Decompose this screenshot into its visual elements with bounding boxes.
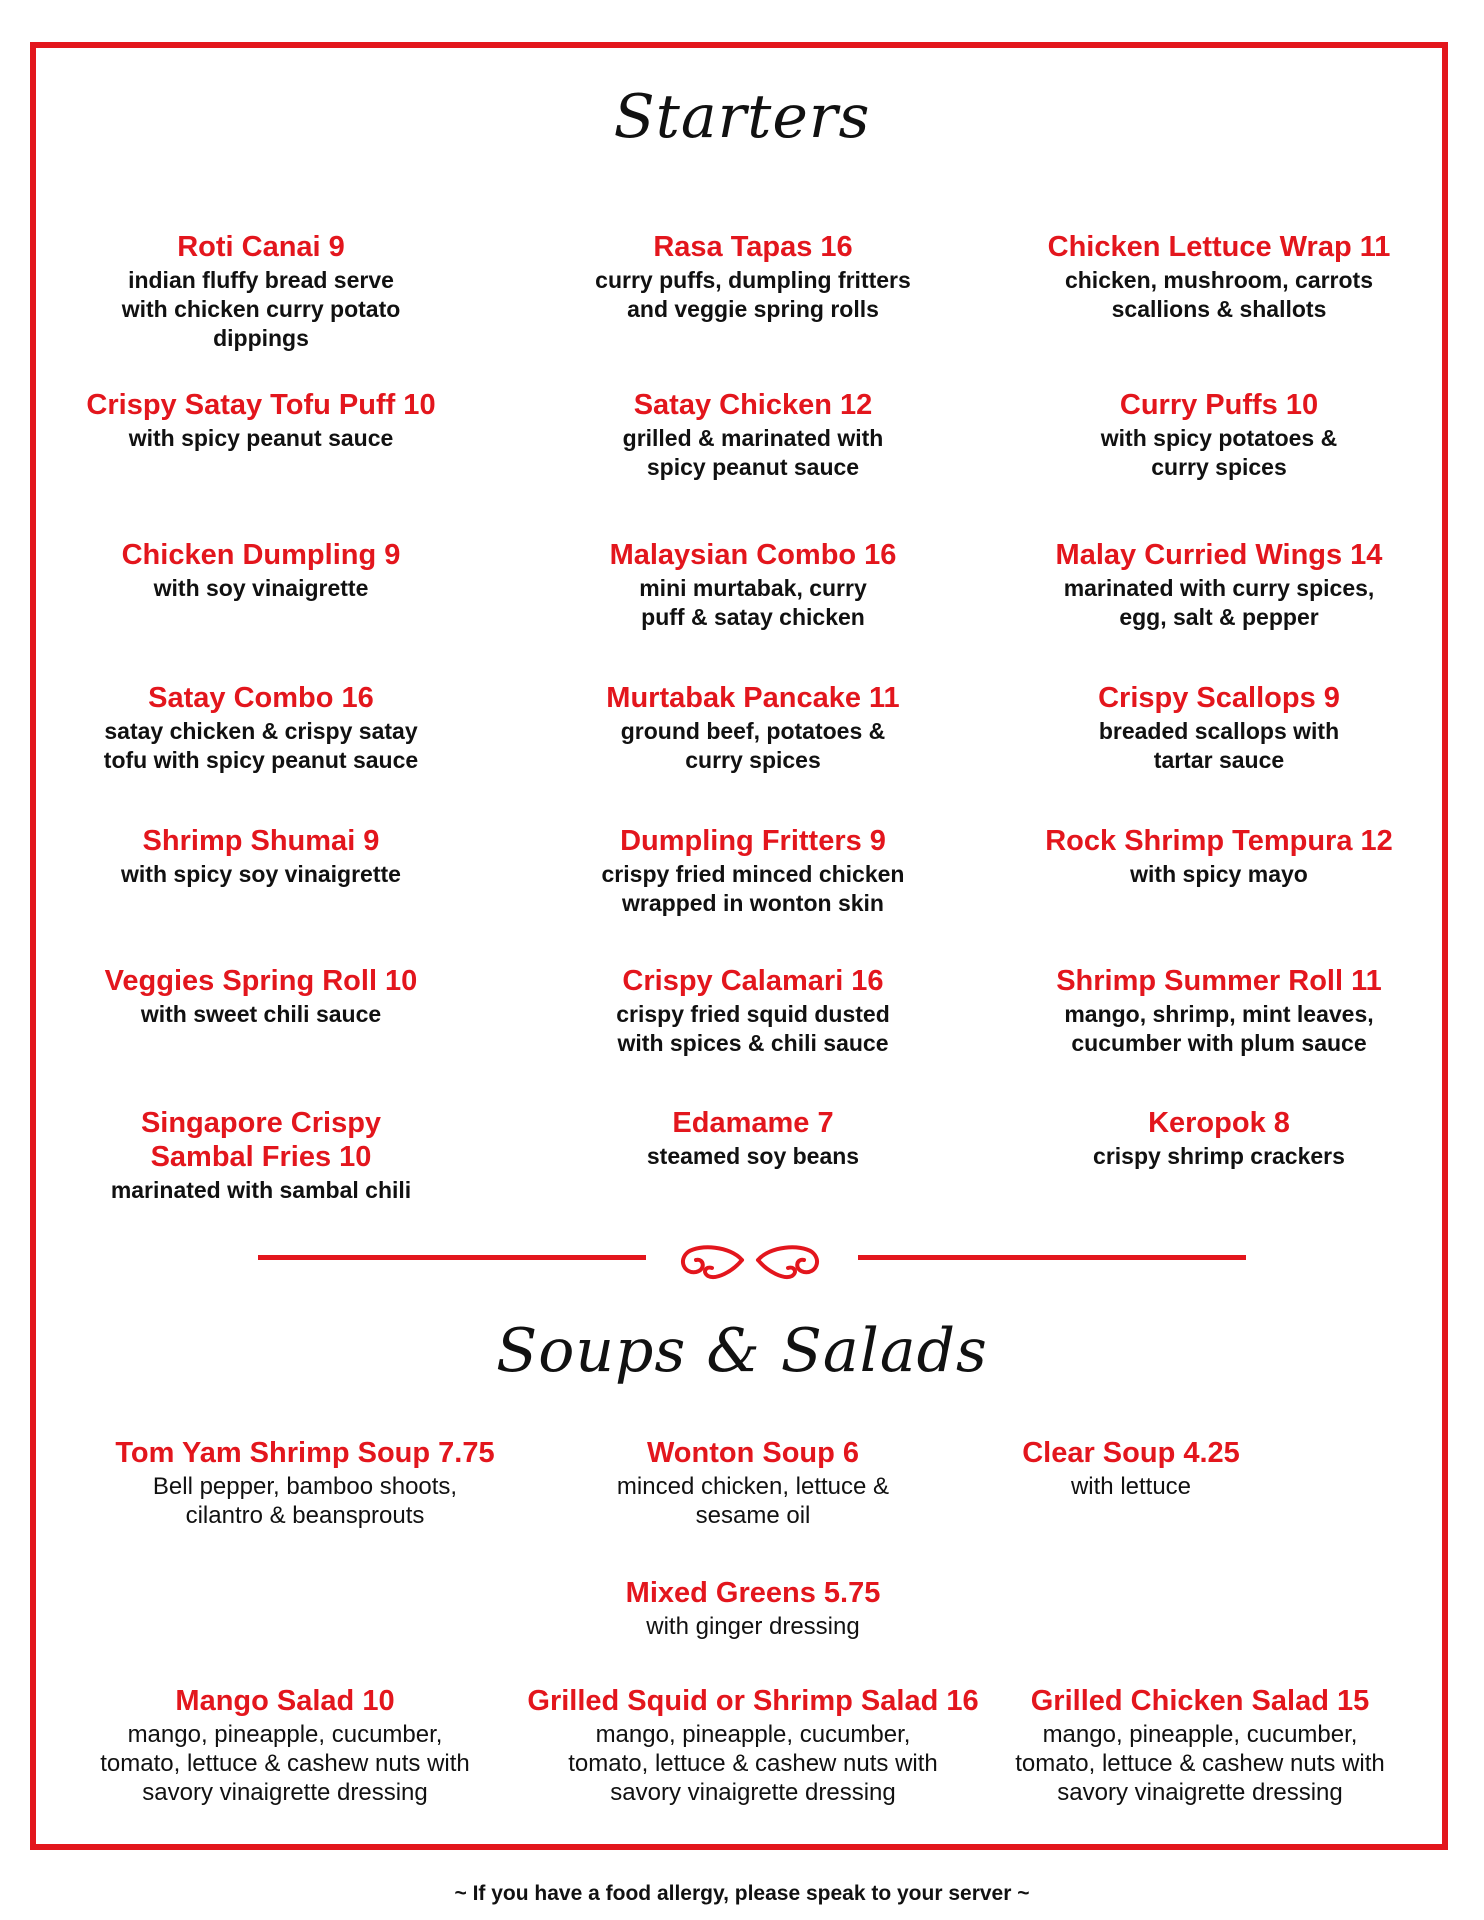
item-name: Murtabak Pancake 11: [606, 682, 900, 714]
menu-item: [518, 230, 988, 324]
item-desc: mango, shrimp, mint leaves, cucumber with plum sauce: [1064, 1001, 1374, 1056]
item-name: Chicken Lettuce Wrap 11: [1047, 231, 1391, 263]
item-desc: chicken, mushroom, carrots scallions & shallots: [1064, 267, 1374, 322]
item-desc: minced chicken, lettuce & sesame oil: [616, 1473, 890, 1529]
item-desc: with soy vinaigrette: [153, 575, 369, 601]
item-name: Keropok 8: [1148, 1107, 1290, 1139]
menu-item: [50, 1684, 520, 1807]
item-desc: with spicy mayo: [1130, 861, 1308, 887]
menu-item: [26, 538, 496, 603]
item-desc: with spicy soy vinaigrette: [121, 861, 401, 887]
item-desc: crispy fried squid dusted with spices & chili sauce: [616, 1001, 890, 1056]
divider-line-left: [258, 1255, 646, 1260]
menu-item: [518, 1106, 988, 1171]
item-desc: with spicy peanut sauce: [128, 425, 394, 451]
item-name: Roti Canai 9: [177, 231, 345, 263]
item-name: Rasa Tapas 16: [653, 231, 853, 263]
item-name: Curry Puffs 10: [1119, 389, 1319, 421]
item-name: Mixed Greens 5.75: [625, 1577, 881, 1609]
item-desc: with spicy potatoes & curry spices: [1100, 425, 1338, 480]
menu-item: [518, 388, 988, 482]
item-name: Satay Chicken 12: [633, 389, 873, 421]
item-desc: crispy fried minced chicken wrapped in wonton skin: [601, 861, 905, 916]
flourish-ornament-icon: [670, 1232, 830, 1292]
item-desc: mango, pineapple, cucumber, tomato, lettuce & cashew nuts with savory vinaigrette dressing: [568, 1721, 938, 1806]
item-desc: grilled & marinated with spicy peanut sauce: [622, 425, 884, 480]
starters-heading: Starters: [613, 82, 871, 152]
item-desc: crispy shrimp crackers: [1093, 1143, 1345, 1169]
item-desc: ground beef, potatoes & curry spices: [620, 718, 886, 773]
item-desc: marinated with sambal chili: [110, 1177, 412, 1203]
item-desc: breaded scallops with tartar sauce: [1098, 718, 1340, 773]
menu-item: [518, 681, 988, 775]
item-name: Veggies Spring Roll 10: [104, 965, 418, 997]
menu-item: [26, 824, 496, 889]
item-name: Crispy Satay Tofu Puff 10: [86, 389, 436, 421]
menu-item: [26, 388, 496, 453]
menu-item: [896, 1436, 1366, 1501]
item-desc: with sweet chili sauce: [140, 1001, 382, 1027]
item-desc: with lettuce: [1070, 1473, 1192, 1500]
item-name: Crispy Calamari 16: [622, 965, 884, 997]
menu-item: [984, 230, 1454, 324]
item-name: Shrimp Shumai 9: [142, 825, 380, 857]
menu-item: [70, 1436, 540, 1530]
menu-item: [965, 1684, 1435, 1807]
menu-item: [518, 1576, 988, 1641]
item-desc: with ginger dressing: [646, 1613, 860, 1640]
menu-item: [518, 964, 988, 1058]
menu-item: [518, 538, 988, 632]
item-name: Chicken Dumpling 9: [121, 539, 401, 571]
soups-salads-heading: Soups & Salads: [496, 1316, 988, 1386]
item-name: Clear Soup 4.25: [1022, 1437, 1240, 1469]
item-name: Wonton Soup 6: [646, 1437, 860, 1469]
item-name: Crispy Scallops 9: [1098, 682, 1340, 714]
item-desc: satay chicken & crispy satay tofu with spicy peanut sauce: [103, 718, 419, 773]
menu-item: [984, 964, 1454, 1058]
item-desc: mango, pineapple, cucumber, tomato, lettuce & cashew nuts with savory vinaigrette dressing: [1015, 1721, 1385, 1806]
item-desc: marinated with curry spices, egg, salt & pepper: [1063, 575, 1375, 630]
menu-item: [518, 824, 988, 918]
menu-item: [26, 681, 496, 775]
item-name: Singapore Crispy Sambal Fries 10: [140, 1107, 382, 1173]
menu-item: [984, 681, 1454, 775]
allergy-notice: ~ If you have a food allergy, please speak to your server ~: [454, 1882, 1030, 1905]
item-name: Edamame 7: [672, 1107, 834, 1139]
item-name: Malaysian Combo 16: [609, 539, 897, 571]
item-desc: indian fluffy bread serve with chicken curry potato dippings: [121, 267, 401, 351]
menu-item: [26, 230, 496, 353]
item-name: Satay Combo 16: [148, 682, 374, 714]
menu-item: [984, 1106, 1454, 1171]
menu-item: [984, 824, 1454, 889]
item-name: Rock Shrimp Tempura 12: [1045, 825, 1393, 857]
item-desc: mango, pineapple, cucumber, tomato, lettuce & cashew nuts with savory vinaigrette dressing: [100, 1721, 470, 1806]
item-name: Grilled Squid or Shrimp Salad 16: [527, 1685, 979, 1717]
item-name: Tom Yam Shrimp Soup 7.75: [115, 1437, 495, 1469]
divider-line-right: [858, 1255, 1246, 1260]
menu-item: [26, 1106, 496, 1205]
menu-item: [984, 538, 1454, 632]
item-name: Malay Curried Wings 14: [1055, 539, 1383, 571]
item-desc: Bell pepper, bamboo shoots, cilantro & beansprouts: [152, 1473, 458, 1529]
item-name: Mango Salad 10: [175, 1685, 395, 1717]
item-name: Grilled Chicken Salad 15: [1030, 1685, 1370, 1717]
item-desc: curry puffs, dumpling fritters and veggie spring rolls: [595, 267, 911, 322]
item-desc: mini murtabak, curry puff & satay chicken: [639, 575, 867, 630]
item-name: Dumpling Fritters 9: [620, 825, 886, 857]
item-name: Shrimp Summer Roll 11: [1056, 965, 1382, 997]
menu-item: [518, 1684, 988, 1807]
item-desc: steamed soy beans: [646, 1143, 860, 1169]
menu-item: [26, 964, 496, 1029]
menu-item: [984, 388, 1454, 482]
